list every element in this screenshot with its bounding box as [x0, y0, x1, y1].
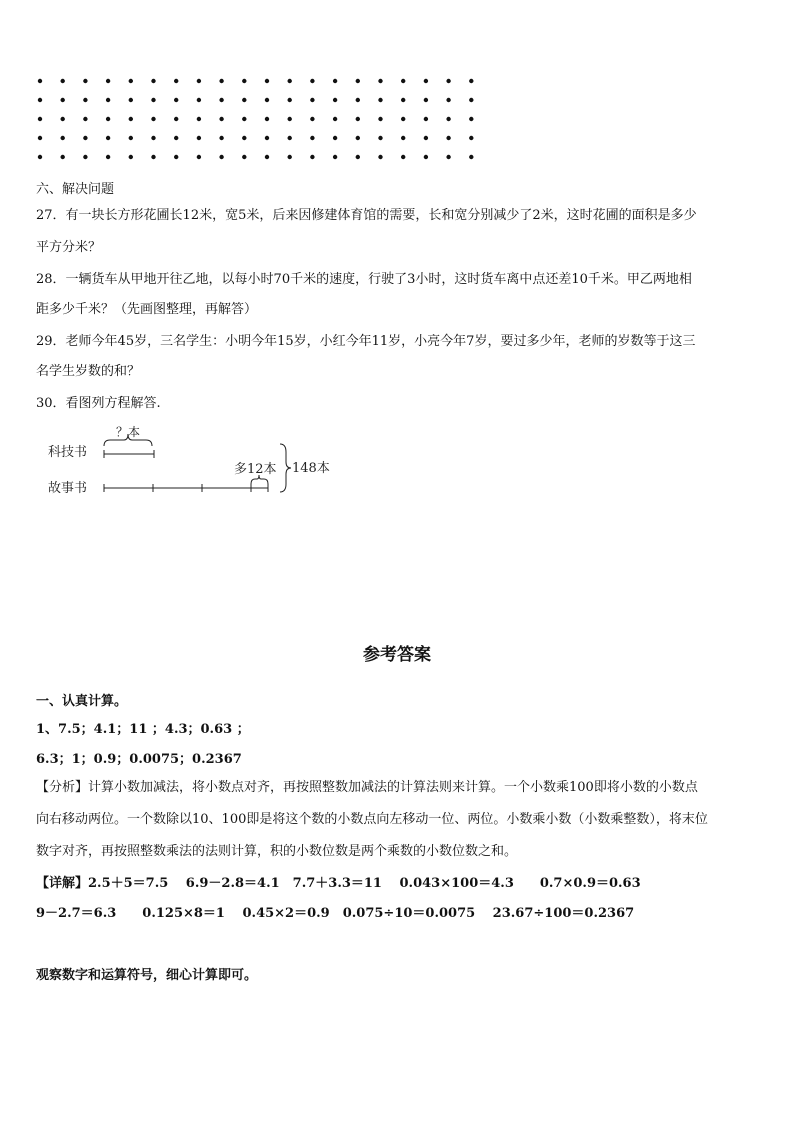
analysis-line-1: 【分析】计算小数加减法，将小数点对齐，再按照整数加减法的计算法则来计算。一个小数乘100即将小数的小数点 — [36, 780, 698, 795]
extra-12-label: 多12本 — [234, 462, 277, 477]
grid-dot — [219, 79, 223, 83]
grid-dot — [401, 117, 405, 121]
grid-dot — [356, 79, 360, 83]
section-heading: 六、解决问题 — [36, 182, 115, 197]
grid-dot — [38, 79, 42, 83]
grid-dot — [242, 98, 246, 102]
grid-dot — [219, 98, 223, 102]
analysis-line-3: 数字对齐，再按照整数乘法的法则计算，积的小数位数是两个乘数的小数位数之和。 — [36, 844, 518, 859]
grid-dot — [151, 117, 155, 121]
grid-dot — [356, 98, 360, 102]
line-segment-diagram — [48, 422, 348, 498]
total-label: 148本 — [292, 461, 330, 476]
grid-dot — [129, 79, 133, 83]
grid-dot — [469, 98, 473, 102]
grid-dot — [83, 117, 87, 121]
grid-dot — [446, 117, 450, 121]
grid-dot — [197, 79, 201, 83]
grid-dot — [401, 136, 405, 140]
grid-dot — [151, 155, 155, 159]
total-brace — [280, 444, 291, 492]
grid-dot — [61, 136, 65, 140]
grid-dot — [151, 136, 155, 140]
grid-dot — [265, 136, 269, 140]
grid-dot — [83, 98, 87, 102]
unknown-brace — [104, 434, 152, 446]
grid-dot — [401, 98, 405, 102]
row-label-story-books: 故事书 — [48, 481, 88, 496]
grid-dot — [446, 98, 450, 102]
grid-dot — [242, 117, 246, 121]
grid-dot — [61, 155, 65, 159]
grid-dot — [106, 136, 110, 140]
grid-dot — [61, 117, 65, 121]
grid-dot — [378, 117, 382, 121]
question-29-line-2: 名学生岁数的和？ — [36, 364, 141, 379]
answers-title: 参考答案 — [363, 645, 431, 665]
grid-dot — [265, 98, 269, 102]
grid-dot — [106, 79, 110, 83]
grid-dot — [129, 117, 133, 121]
grid-dot — [197, 155, 201, 159]
grid-dot — [401, 79, 405, 83]
grid-dot — [310, 155, 314, 159]
grid-dot — [288, 155, 292, 159]
grid-dot — [265, 155, 269, 159]
grid-dot — [424, 136, 428, 140]
grid-dot — [288, 79, 292, 83]
grid-dot — [310, 98, 314, 102]
grid-dot — [61, 98, 65, 102]
grid-dot — [469, 136, 473, 140]
grid-dot — [333, 117, 337, 121]
grid-dot — [378, 155, 382, 159]
grid-dot — [83, 136, 87, 140]
grid-dot — [174, 136, 178, 140]
unknown-quantity-label: ？本 — [116, 425, 141, 439]
grid-dot — [129, 155, 133, 159]
grid-dot — [83, 79, 87, 83]
answer-1-line-2: 6.3；1；0.9；0.0075；0.2367 — [36, 752, 242, 767]
grid-dot — [38, 136, 42, 140]
grid-dot — [61, 79, 65, 83]
grid-dot — [197, 136, 201, 140]
grid-dot — [38, 98, 42, 102]
grid-dot — [424, 79, 428, 83]
grid-dot — [151, 79, 155, 83]
answer-note: 观察数字和运算符号，细心计算即可。 — [36, 968, 258, 983]
grid-dot — [288, 136, 292, 140]
grid-dot — [265, 79, 269, 83]
grid-dot — [38, 155, 42, 159]
grid-dot — [356, 155, 360, 159]
grid-dot — [356, 117, 360, 121]
grid-dot — [446, 155, 450, 159]
grid-dot — [333, 79, 337, 83]
grid-dot — [333, 98, 337, 102]
grid-dot — [174, 79, 178, 83]
detail-line-2: 9－2.7＝6.3 0.125×8＝1 0.45×2＝0.9 0.075÷10＝0.0075 23.67÷100＝0.2367 — [36, 906, 635, 921]
grid-dot — [129, 136, 133, 140]
grid-dot — [310, 79, 314, 83]
grid-dot — [288, 117, 292, 121]
question-27-line-1: 27．有一块长方形花圃长12米，宽5米，后来因修建体育馆的需要，长和宽分别减少了2米，这时花圃的面积是多少 — [36, 208, 697, 223]
grid-dot — [197, 117, 201, 121]
detail-line-1: 【详解】2.5＋5＝7.5 6.9－2.8＝4.1 7.7＋3.3＝11 0.043×100＝4.3 0.7×0.9＝0.63 — [36, 876, 641, 891]
grid-dot — [378, 79, 382, 83]
grid-dot — [469, 117, 473, 121]
grid-dot — [424, 155, 428, 159]
answer-1-line-1: 1、7.5；4.1；11 ；4.3；0.63 ； — [36, 722, 250, 737]
grid-dot — [106, 155, 110, 159]
grid-dot — [219, 117, 223, 121]
grid-dot — [242, 79, 246, 83]
grid-dot — [265, 117, 269, 121]
analysis-line-2: 向右移动两位。一个数除以10、100即是将这个数的小数点向左移动一位、两位。小数乘小数（小数乘整数），将末位 — [36, 812, 708, 827]
grid-dot — [424, 98, 428, 102]
question-28-line-2: 距多少千米？（先画图整理，再解答） — [36, 302, 258, 317]
grid-dot — [333, 155, 337, 159]
grid-dot — [174, 155, 178, 159]
grid-dot — [106, 98, 110, 102]
grid-dot — [219, 155, 223, 159]
grid-dot — [446, 79, 450, 83]
grid-dot — [242, 136, 246, 140]
grid-dot — [469, 79, 473, 83]
grid-dot — [242, 155, 246, 159]
question-29-line-1: 29．老师今年45岁，三名学生：小明今年15岁，小红今年11岁，小亮今年7岁，要过多少年，老师的岁数等于这三 — [36, 334, 696, 349]
grid-dot — [197, 98, 201, 102]
grid-dot — [469, 155, 473, 159]
grid-dot — [333, 136, 337, 140]
grid-dot — [288, 98, 292, 102]
question-30-line-1: 30．看图列方程解答. — [36, 396, 161, 411]
grid-dot — [446, 136, 450, 140]
answers-part1-heading: 一、认真计算。 — [36, 694, 128, 709]
grid-dot — [401, 155, 405, 159]
row-label-science-books: 科技书 — [48, 445, 88, 460]
grid-dot — [83, 155, 87, 159]
grid-dot — [129, 98, 133, 102]
question-28-line-1: 28．一辆货车从甲地开往乙地，以每小时70千米的速度，行驶了3小时，这时货车离中点还差10千米。甲乙两地相 — [36, 272, 692, 287]
grid-dot — [38, 117, 42, 121]
grid-dot — [219, 136, 223, 140]
grid-dot — [151, 98, 155, 102]
grid-dot — [106, 117, 110, 121]
grid-dot — [174, 117, 178, 121]
grid-dot — [310, 136, 314, 140]
grid-dot — [356, 136, 360, 140]
grid-dot — [378, 136, 382, 140]
grid-dot — [174, 98, 178, 102]
grid-dot — [310, 117, 314, 121]
question-27-line-2: 平方分米？ — [36, 240, 102, 255]
grid-dot — [424, 117, 428, 121]
grid-dot — [378, 98, 382, 102]
dot-grid — [36, 76, 496, 160]
